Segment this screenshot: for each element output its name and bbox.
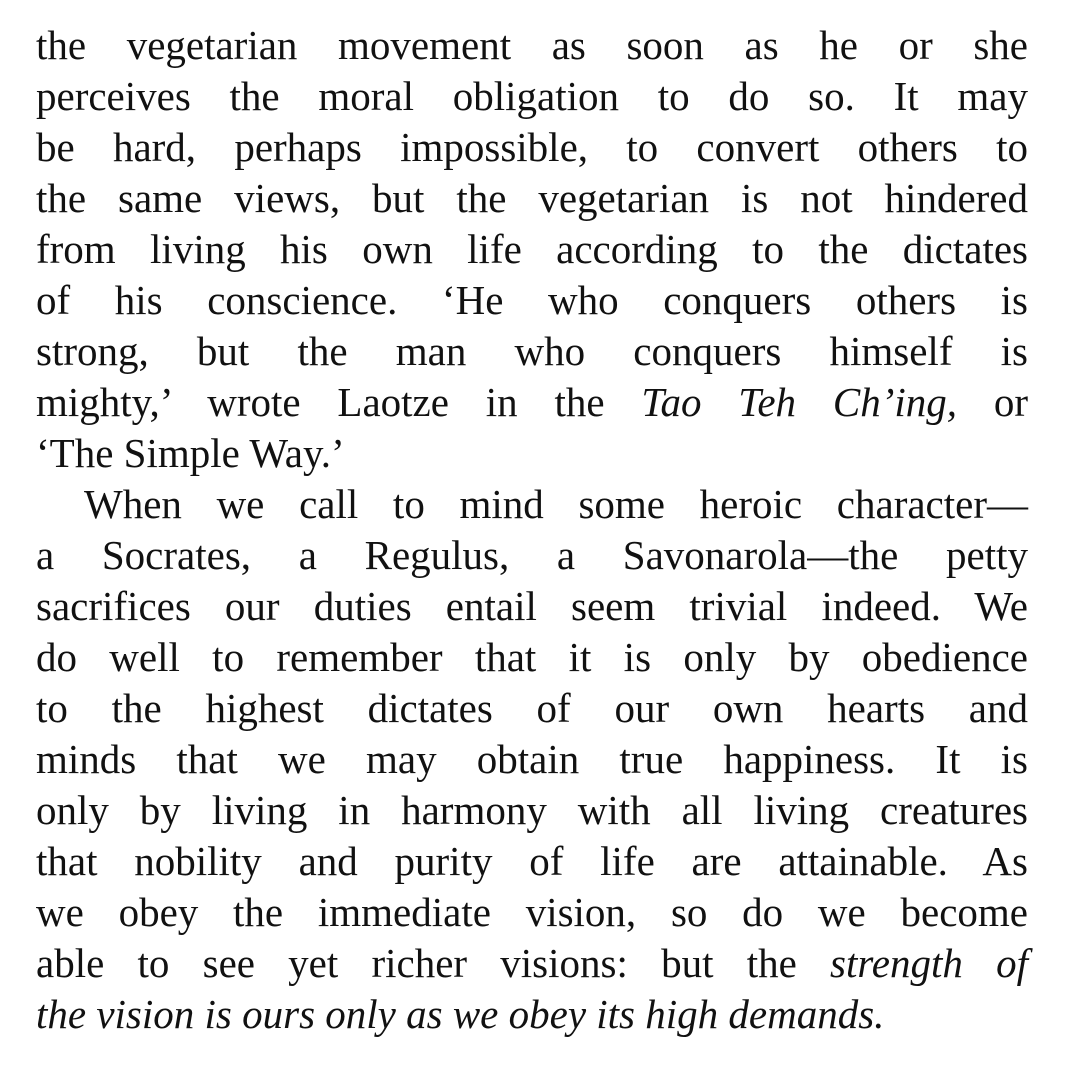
text-line: minds that we may obtain true happiness. It is xyxy=(36,736,1028,782)
text-line xyxy=(36,989,1028,1039)
text-run: able to see yet richer visions: but the xyxy=(36,940,831,986)
text-run: mighty,’ wrote Laotze in the xyxy=(36,379,642,425)
emphasis-italic: the vision is ours only as we obey its high demands. xyxy=(36,991,885,1037)
text-run: or xyxy=(957,379,1029,425)
text-line: to the highest dictates of our own hearts and xyxy=(36,685,1028,731)
text-line xyxy=(36,377,1028,427)
text-line: the vegetarian movement as soon as he or she xyxy=(36,22,1028,68)
emphasis-italic: strength of xyxy=(830,940,1028,986)
text-line: When we call to mind some heroic character— xyxy=(84,481,1028,527)
text-line: the same views, but the vegetarian is not hindered xyxy=(36,175,1028,221)
text-line: only by living in harmony with all living creatures xyxy=(36,787,1028,833)
text-line: of his conscience. ‘He who conquers others is xyxy=(36,277,1028,323)
text-line: from living his own life according to the dictates xyxy=(36,226,1028,272)
text-line: sacrifices our duties entail seem trivial indeed. We xyxy=(36,583,1028,629)
text-line: be hard, perhaps impossible, to convert others to xyxy=(36,124,1028,170)
text-line: ‘The Simple Way.’ xyxy=(36,430,345,476)
text-line xyxy=(36,938,1028,988)
text-line: do well to remember that it is only by obedience xyxy=(36,634,1028,680)
text-line: a Socrates, a Regulus, a Savonarola—the petty xyxy=(36,532,1028,578)
text-line: perceives the moral obligation to do so. It may xyxy=(36,73,1028,119)
text-line: we obey the immediate vision, so do we become xyxy=(36,889,1028,935)
text-line: that nobility and purity of life are attainable. As xyxy=(36,838,1028,884)
book-title-italic: Tao Teh Ch’ing, xyxy=(641,379,958,425)
text-line: strong, but the man who conquers himself is xyxy=(36,328,1028,374)
